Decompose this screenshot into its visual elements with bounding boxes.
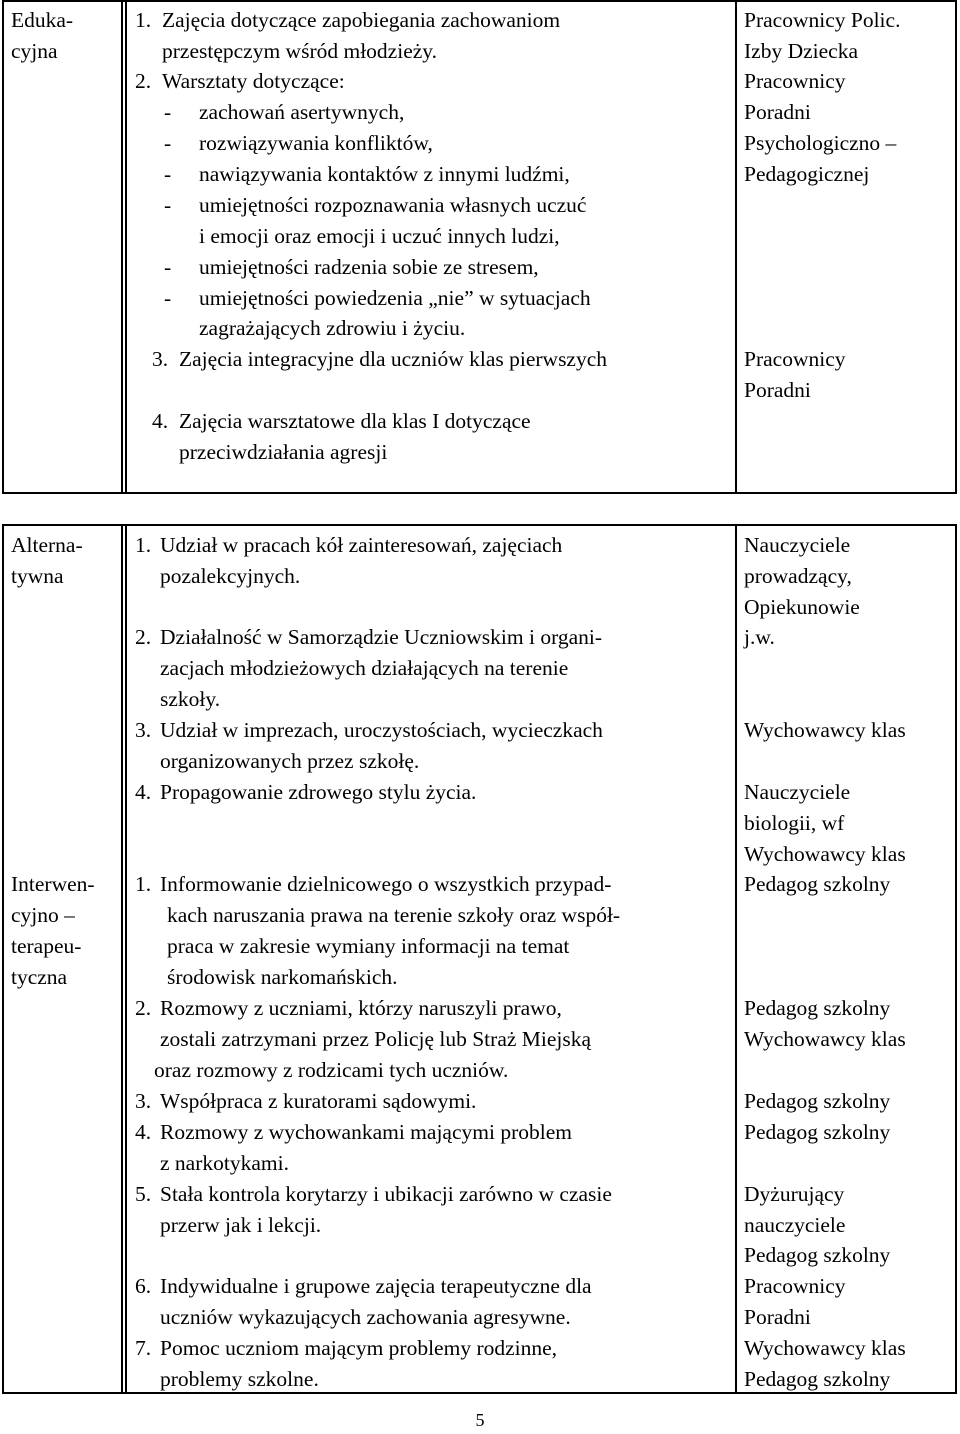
item-line: zacjach młodzieżowych działających na terenie [160,656,569,680]
page-number: 5 [475,1410,485,1430]
item-number: 1. [135,872,152,896]
item-dash: - [164,162,172,186]
category-cell [4,526,123,1392]
item-dash: - [164,255,172,279]
responsible-line: Pedagog szkolny [744,872,891,896]
item-number: 2. [135,625,152,649]
item-dash: - [164,286,172,310]
item-line: uczniów wykazujących zachowania agresywne. [160,1305,571,1329]
item-line: umiejętności rozpoznawania własnych uczuć [199,193,587,217]
item-number: 3. [135,718,152,742]
responsible-line: j.w. [744,625,775,649]
item-line: przerw jak i lekcji. [160,1213,322,1237]
item-line: Udział w pracach kół zainteresowań, zajęciach [160,533,563,557]
item-line: Rozmowy z uczniami, którzy naruszyli prawo, [160,996,562,1020]
item-number: 1. [135,533,152,557]
activities-cell [125,2,737,492]
item-number: 3. [152,347,169,371]
item-number: 6. [135,1274,152,1298]
item-line: Zajęcia dotyczące zapobiegania zachowaniom [162,8,561,32]
item-dash: - [164,193,172,217]
item-line: Indywidualne i grupowe zajęcia terapeutyczne dla [160,1274,592,1298]
responsible-line: Wychowawcy klas [744,842,906,866]
category-line: Alterna- [11,533,83,557]
item-line: Udział w imprezach, uroczystościach, wycieczkach [160,718,603,742]
item-line: Propagowanie zdrowego stylu życia. [160,780,477,804]
item-line: Rozmowy z wychowankami mającymi problem [160,1120,572,1144]
item-line: organizowanych przez szkołę. [160,749,420,773]
item-line: przeciwdziałania agresji [179,440,388,464]
item-number: 2. [135,996,152,1020]
responsible-line: nauczyciele [744,1213,846,1237]
item-line: zachowań asertywnych, [199,100,405,124]
item-line: problemy szkolne. [160,1367,319,1391]
responsible-line: Pedagog szkolny [744,996,891,1020]
table-bottom [2,524,957,1394]
responsible-line: Nauczyciele [744,533,851,557]
responsible-line: Wychowawcy klas [744,1336,906,1360]
item-dash: - [164,100,172,124]
category-line: cyjno – [11,903,75,927]
item-line: umiejętności powiedzenia „nie” w sytuacjach [199,286,591,310]
category-line: tywna [11,564,64,588]
responsible-line: Pedagogicznej [744,162,870,186]
responsible-line: Pracownicy [744,1274,846,1298]
item-line: Warsztaty dotyczące: [162,69,345,93]
responsible-line: Pedagog szkolny [744,1120,891,1144]
item-line: Współpraca z kuratorami sądowymi. [160,1089,477,1113]
item-line: Informowanie dzielnicowego o wszystkich przypad- [160,872,612,896]
item-line: oraz rozmowy z rodzicami tych uczniów. [154,1058,509,1082]
responsible-line: Pedagog szkolny [744,1367,891,1391]
responsible-line: Izby Dziecka [744,39,858,63]
item-line: pozalekcyjnych. [160,564,301,588]
responsible-cell [737,526,955,1392]
responsible-line: Poradni [744,378,811,402]
responsible-line: Pedagog szkolny [744,1089,891,1113]
item-number: 3. [135,1089,152,1113]
item-number: 7. [135,1336,152,1360]
item-dash: - [164,131,172,155]
item-line: praca w zakresie wymiany informacji na temat [167,934,570,958]
item-line: Stała kontrola korytarzy i ubikacji zarówno w czasie [160,1182,612,1206]
category-cell [4,2,123,492]
item-line: umiejętności radzenia sobie ze stresem, [199,255,539,279]
category-line: tyczna [11,965,68,989]
responsible-line: Dyżurujący [744,1182,845,1206]
item-number: 4. [135,780,152,804]
item-line: środowisk narkomańskich. [167,965,398,989]
category-line: Eduka- [11,8,74,32]
responsible-line: Wychowawcy klas [744,718,906,742]
item-number: 1. [135,8,152,32]
item-line: nawiązywania kontaktów z innymi ludźmi, [199,162,570,186]
item-number: 2. [135,69,152,93]
responsible-line: Nauczyciele [744,780,851,804]
item-line: Pomoc uczniom mającym problemy rodzinne, [160,1336,558,1360]
category-line: cyjna [11,39,58,63]
responsible-line: biologii, wf [744,811,845,835]
item-line: rozwiązywania konfliktów, [199,131,433,155]
item-line: zagrażających zdrowiu i życiu. [199,316,466,340]
responsible-line: Pracownicy [744,347,846,371]
item-line: zostali zatrzymani przez Policję lub Straż Miejską [160,1027,592,1051]
responsible-line: Wychowawcy klas [744,1027,906,1051]
category-line: Interwen- [11,872,95,896]
responsible-line: Opiekunowie [744,595,860,619]
responsible-line: Pedagog szkolny [744,1243,891,1267]
item-line: szkoły. [160,687,221,711]
category-line: terapeu- [11,934,82,958]
item-line: kach naruszania prawa na terenie szkoły oraz współ- [167,903,621,927]
item-line: i emocji oraz emocji i uczuć innych ludzi, [199,224,560,248]
responsible-line: Poradni [744,100,811,124]
responsible-line: Pracownicy [744,69,846,93]
table-top [2,0,957,494]
item-number: 5. [135,1182,152,1206]
responsible-line: Poradni [744,1305,811,1329]
item-line: Zajęcia integracyjne dla uczniów klas pierwszych [179,347,608,371]
item-number: 4. [152,409,169,433]
item-line: Zajęcia warsztatowe dla klas I dotyczące [179,409,531,433]
responsible-cell [737,2,955,492]
responsible-line: prowadzący, [744,564,852,588]
activities-cell [125,526,737,1392]
responsible-line: Pracownicy Polic. [744,8,901,32]
responsible-line: Psychologiczno – [744,131,897,155]
item-line: z narkotykami. [160,1151,289,1175]
item-line: Działalność w Samorządzie Uczniowskim i organi- [160,625,603,649]
item-number: 4. [135,1120,152,1144]
item-line: przestępczym wśród młodzieży. [162,39,438,63]
